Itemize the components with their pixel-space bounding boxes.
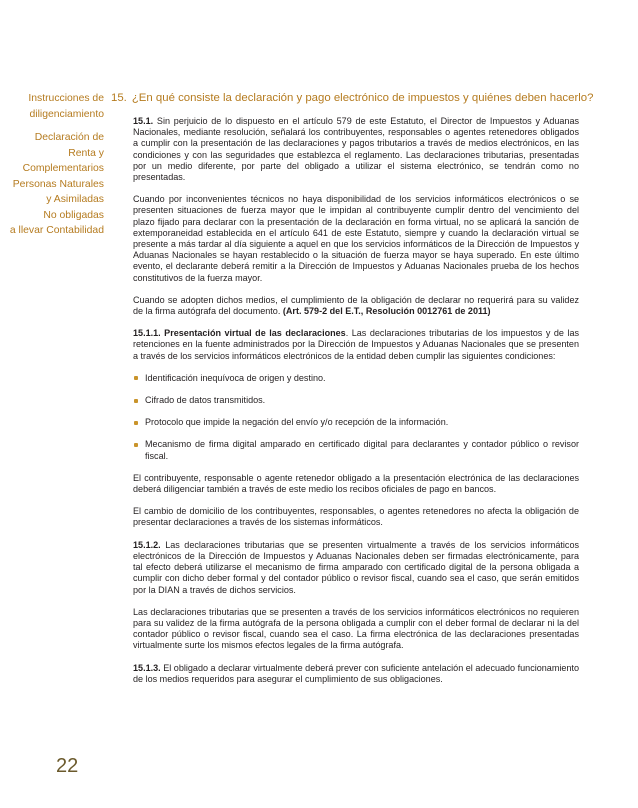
paragraph-15-1-2 [133,540,579,596]
sidebar-title-line-1: Instrucciones de [28,93,104,104]
list-item: Identificación inequívoca de origen y destino. [133,373,579,384]
section-label-15-1: 15.1. [133,116,154,126]
sidebar-subtitle-line-2: Renta y [68,147,104,159]
question-text: ¿En qué consiste la declaración y pago electrónico de impuestos y quiénes deben hacerlo? [131,92,594,104]
sidebar-subtitle-line-3: Complementarios [22,163,104,174]
sidebar-section-nav [0,91,104,239]
paragraph-domicilio: El cambio de domicilio de los contribuyentes, responsables, o agentes retenedores no afecta la obligación de presentar declaraciones a través de los sistemas informáticos. [133,506,579,528]
sidebar-subtitle-line-5: y Asimiladas [46,194,104,205]
sidebar-subtitle-line-6: No obligadas [43,209,104,221]
paragraph-recibos: El contribuyente, responsable o agente retenedor obligado a la presentación electrónica de las declaraciones deberá diligenciar también a través de este medio los recibos oficiales de pago en bancos. [133,472,579,495]
paragraph-medios [133,295,579,317]
sidebar-subtitle-line-4: Personas Naturales [12,178,104,190]
conditions-list [133,373,579,462]
list-item: Mecanismo de firma digital amparado en certificado digital para declarantes y contador público o revisor fiscal. [133,439,579,461]
sidebar-title-line-2: diligenciamiento [29,108,104,120]
paragraph-validez: Las declaraciones tributarias que se presenten a través de los servicios informáticos electrónicos no requieren para su validez de la firma autógrafa de la persona obligada a cumplir con el deber formal de declarar ni la del contador público o revisor fiscal, cuando sea el caso. La firma electrónica de las declaraciones presentadas virtualmente surte los mismos efectos legales de la firma autógrafa. [133,606,579,651]
sidebar-subtitle-line-7: a llevar Contabilidad [9,225,104,236]
paragraph-medios-text: Cuando se adopten dichos medios, el cumplimiento de la obligación de declarar no requerirá para su validez de la firma autógrafa del documento. [133,294,579,317]
sidebar-subtitle-line-1: Declaración de [34,132,104,143]
section-label-15-1-1: 15.1.1. Presentación virtual de las declaraciones [133,328,346,339]
section-label-15-1-3: 15.1.3. [133,662,161,673]
paragraph-15-1 [133,116,579,183]
section-text-15-1-1: . Las declaraciones tributarias de los impuestos y de las retenciones en la fuente administrados por la Dirección de Impuestos y Aduanas Nacionales que se presenten a través de los servicios informáticos electrónicos de la entidad deben cumplir las siguientes condiciones: [133,328,580,361]
paragraph-15-1-1 [133,328,579,362]
question-number: 15. [111,92,127,104]
article-body [133,116,579,696]
paragraph-inconvenientes: Cuando por inconvenientes técnicos no haya disponibilidad de los servicios informáticos electrónicos o se presenten situaciones de fuerza mayor que le impidan al contribuyente cumplir dentro del vencimiento del plazo fijado para declarar con la presentación de la declaración en forma virtual, no se aplicará la sanción de extemporaneidad establecida en el artículo 641 de este Estatuto, siempre y cuando la declaración virtual se presente a más tardar al día siguiente a aquel en que los servicios informáticos de la Dirección de Impuestos y Aduanas Nacionales se hayan restablecido o la situación de fuerza mayor se haya superado. En este último evento, el declarante deberá remitir a la Dirección de Impuestos y Aduanas Nacionales prueba de los hechos constitutivos de la fuerza mayor. [133,194,579,283]
list-item: Cifrado de datos transmitidos. [133,395,579,406]
page-number: 22 [56,755,79,777]
list-item: Protocolo que impide la negación del envío y/o recepción de la información. [133,417,579,428]
section-label-15-1-2: 15.1.2. [133,539,161,550]
section-text-15-1-2: Las declaraciones tributarias que se presenten virtualmente a través de los servicios informáticos electrónicos de la Dirección de Impuestos y Aduanas Nacionales deben ser firmadas electrónicamente, para tal efecto deberá utilizarse el mecanismo de firma amparado con certificado digital de la persona obligada a cumplir con dicho deber formal y del contador público o revisor fiscal, cuando sea el caso, que serán emitidos por la DIAN a través de dichos servicios. [133,539,579,595]
section-text-15-1: Sin perjuicio de lo dispuesto en el artículo 579 de este Estatuto, el Director de Impuestos y Aduanas Nacionales, mediante resolución, señalará los contribuyentes, responsables o agentes retenedores obligados a cumplir con la presentación de las declaraciones y pagos tributarios a través de medios electrónicos, en las condiciones y con las seguridades que establezca el reglamento. Las declaraciones tributarias, presentadas por un medio diferente, por parte del obligado a utilizar el sistema electrónico, se tendrán como no presentadas. [133,116,579,183]
question-heading [111,91,594,105]
section-text-15-1-3: El obligado a declarar virtualmente deberá prever con suficiente antelación el adecuado funcionamiento de los medios requeridos para asegurar el cumplimiento de sus obligaciones. [133,662,579,684]
paragraph-15-1-3 [133,663,579,685]
legal-reference: (Art. 579-2 del E.T., Resolución 0012761 de 2011) [282,306,491,317]
